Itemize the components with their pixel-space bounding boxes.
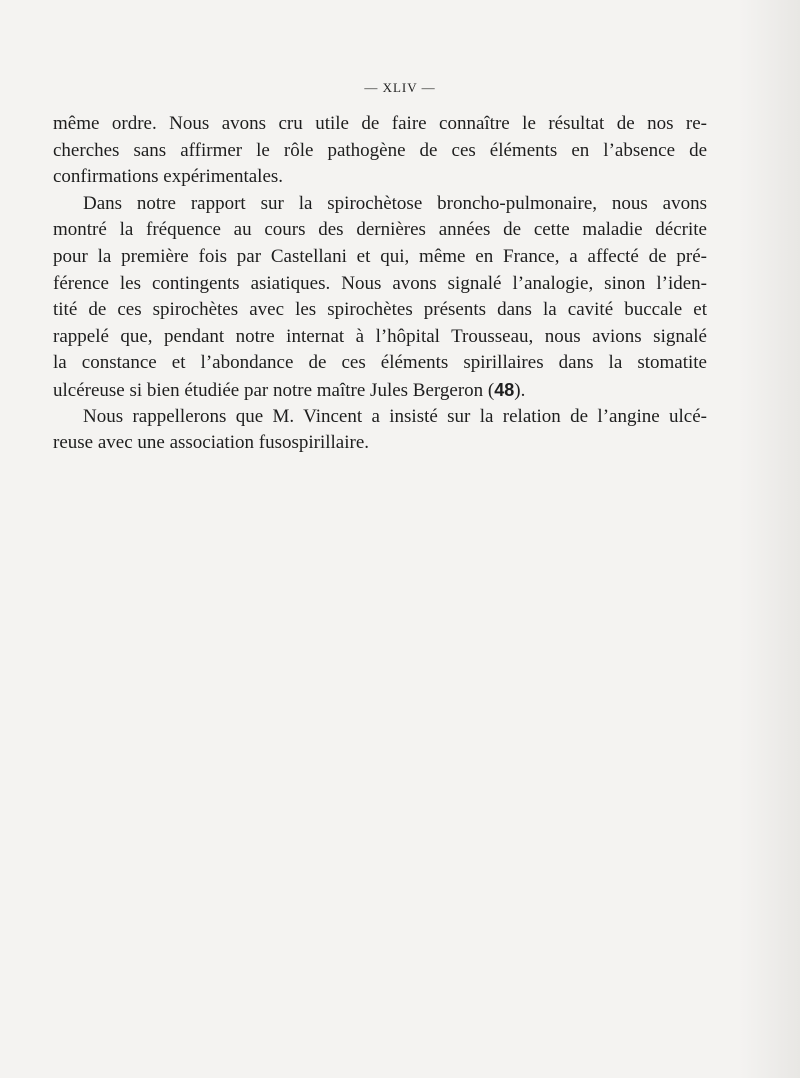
body-text — [53, 111, 707, 457]
text-line: tité de ces spirochètes avec les spirochètes présents dans la cavité buccale et — [53, 299, 707, 321]
text-line-part: ulcéreuse si bien étudiée par notre maître Jules Bergeron ( — [53, 379, 495, 401]
text-line: Nous rappellerons que M. Vincent a insisté sur la relation de l’angine ulcé- — [83, 405, 707, 427]
text-line: montré la fréquence au cours des dernières années de cette maladie décrite — [53, 219, 707, 241]
page-number-header: — XLIV — — [364, 80, 436, 95]
text-line — [53, 377, 707, 404]
text-line: cherches sans affirmer le rôle pathogène de ces éléments en l’absence de — [53, 139, 707, 161]
text-line: Dans notre rapport sur la spirochètose broncho-pulmonaire, nous avons — [83, 192, 707, 214]
text-line: même ordre. Nous avons cru utile de faire connaître le résultat de nos re- — [53, 113, 707, 134]
text-line: pour la première fois par Castellani et qui, même en France, a affecté de pré- — [53, 245, 707, 267]
text-line: reuse avec une association fusospirillaire. — [53, 432, 370, 454]
text-line-part: ). — [514, 379, 526, 401]
text-line: confirmations expérimentales. — [53, 166, 284, 188]
text-line: férence les contingents asiatiques. Nous avons signalé l’analogie, sinon l’iden- — [53, 272, 707, 294]
text-line: rappelé que, pendant notre internat à l’hôpital Trousseau, nous avions signalé — [53, 325, 707, 347]
reference-number: 48 — [494, 379, 515, 400]
text-line: la constance et l’abondance de ces éléments spirillaires dans la stomatite — [53, 352, 707, 374]
